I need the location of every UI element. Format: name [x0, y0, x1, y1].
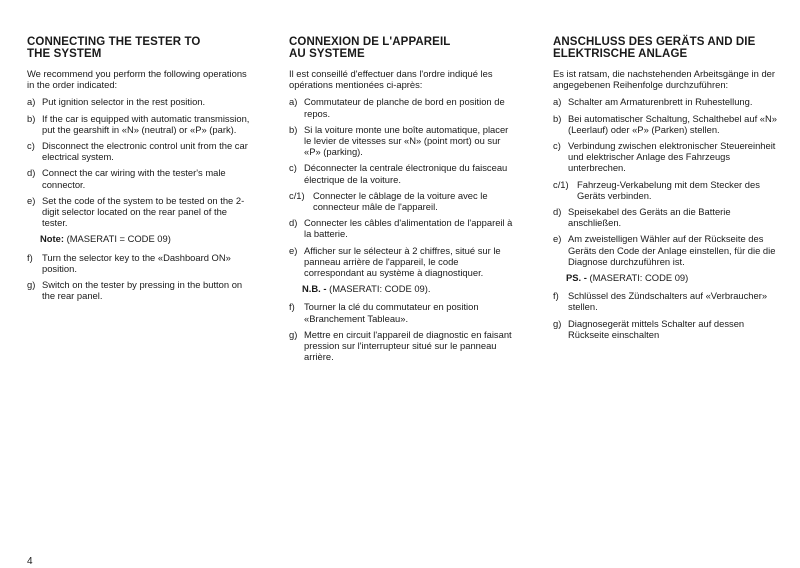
step-label: a) [27, 96, 36, 108]
step-text: Schlüssel des Zündschalters auf «Verbraucher» stellen. [568, 290, 768, 313]
list-item [553, 113, 781, 135]
step-label: b) [289, 123, 298, 135]
list-item [289, 162, 515, 184]
step-text: Afficher sur le sélecteur à 2 chiffres, situé sur le panneau arrière de l'appareil, le code correspondant au système à diagnostiquer. [304, 244, 501, 279]
step-text: Connecter les câbles d'alimentation de l'appareil à la batterie. [304, 217, 513, 240]
section-heading: CONNECTING THE TESTER TO THE SYSTEM [27, 36, 201, 60]
page-number: 4 [27, 556, 33, 567]
step-text: Connect the car wiring with the tester's male connector. [42, 167, 226, 190]
list-item [553, 206, 781, 228]
step-text: Diagnosegerät mittels Schalter auf dessen Rückseite einschalten [568, 317, 745, 340]
step-text: Déconnecter la centrale électronique du faisceau électrique de la voiture. [304, 162, 508, 185]
step-text: Schalter am Armaturenbrett in Ruhestellung. [568, 96, 753, 108]
column-english [27, 36, 255, 306]
step-label: d) [289, 217, 298, 229]
step-label: f) [27, 251, 33, 263]
list-item [27, 96, 255, 107]
note-label: N.B. - [302, 283, 327, 295]
step-text: Am zweistelligen Wähler auf der Rückseite des Geräts den Code der Anlage einstellen, für die die Diagnose durchzuführen ist. [568, 233, 776, 267]
step-label: e) [289, 244, 298, 256]
step-label: d) [27, 167, 36, 179]
list-item [27, 140, 255, 162]
step-label: b) [27, 112, 36, 124]
list-item [27, 279, 255, 301]
step-list-continued [553, 290, 781, 340]
step-label: g) [553, 317, 562, 329]
step-text: If the car is equipped with automatic transmission, put the gearshift in «N» (neutral) or «P» (park). [42, 112, 250, 135]
list-item [289, 124, 515, 158]
intro-paragraph: We recommend you perform the following operations in the order indicated: [27, 68, 247, 91]
step-list-continued [27, 252, 255, 302]
list-item [289, 190, 515, 212]
code-note [302, 283, 515, 294]
section-heading: CONNEXION DE L'APPAREIL AU SYSTEME [289, 36, 451, 60]
note-text: (MASERATI = CODE 09) [66, 233, 171, 245]
section-heading: ANSCHLUSS DES GERÄTS AND DIE ELEKTRISCHE ANLAGE [553, 36, 756, 60]
step-label: c) [553, 140, 561, 152]
step-text: Set the code of the system to be tested on the 2-digit selector located on the rear panel of the tester. [42, 194, 245, 229]
step-list-continued [289, 301, 515, 362]
list-item [553, 179, 781, 201]
step-label: a) [289, 96, 298, 108]
step-text: Put ignition selector in the rest position. [42, 96, 206, 108]
list-item [27, 195, 255, 229]
list-item [553, 140, 781, 174]
list-item [289, 329, 515, 363]
step-label: e) [27, 194, 36, 206]
list-item [553, 96, 781, 107]
step-text: Switch on the tester by pressing in the button on the rear panel. [42, 279, 243, 302]
list-item [289, 245, 515, 279]
step-text: Turn the selector key to the «Dashboard ON» position. [42, 251, 231, 274]
list-item [27, 252, 255, 274]
intro-paragraph: Es ist ratsam, die nachstehenden Arbeitsgänge in der angegebenen Reihenfolge durchzuführen: [553, 68, 776, 91]
list-item [553, 233, 781, 267]
intro-paragraph: Il est conseillé d'effectuer dans l'ordre indiqué les opérations mentionées ci-après: [289, 68, 493, 91]
step-text: Mettre en circuit l'appareil de diagnostic en faisant pression sur l'interrupteur situé sur le panneau arrière. [304, 328, 512, 363]
step-label: a) [553, 96, 562, 108]
step-label: f) [553, 290, 559, 302]
list-item [27, 113, 255, 135]
step-text: Connecter le câblage de la voiture avec le connecteur mâle de l'appareil. [313, 189, 488, 213]
step-text: Verbindung zwischen elektronischer Steuereinheit und elektrischer Anlage des Fahrzeugs unterbrechen. [568, 140, 776, 174]
column-french [289, 36, 515, 367]
step-list [553, 96, 781, 267]
list-item [289, 96, 515, 118]
step-label: d) [553, 206, 562, 218]
note-label: Note: [40, 233, 64, 245]
list-item [27, 167, 255, 189]
code-note [40, 233, 255, 244]
note-text: (MASERATI: CODE 09). [329, 283, 431, 295]
list-item [553, 290, 781, 312]
step-label: g) [27, 279, 36, 291]
step-label: c/1) [553, 178, 569, 190]
step-label: b) [553, 112, 562, 124]
list-item [553, 318, 781, 340]
list-item [289, 301, 515, 323]
step-label: g) [289, 328, 298, 340]
step-text: Speisekabel des Geräts an die Batterie anschließen. [568, 206, 731, 229]
step-label: f) [289, 301, 295, 313]
note-label: PS. - [566, 272, 587, 284]
step-label: c) [289, 162, 297, 174]
code-note [566, 272, 781, 283]
step-label: e) [553, 233, 562, 245]
column-german [553, 36, 781, 345]
step-text: Bei automatischer Schaltung, Schalthebel auf «N» (Leerlauf) oder «P» (Parken) stellen. [568, 112, 777, 135]
step-text: Disconnect the electronic control unit from the car electrical system. [42, 140, 248, 163]
step-list [289, 96, 515, 278]
note-text: (MASERATI: CODE 09) [589, 272, 689, 284]
step-label: c) [27, 140, 35, 152]
list-item [289, 217, 515, 239]
step-text: Tourner la clé du commutateur en position «Branchement Tableau». [304, 301, 479, 324]
step-text: Si la voiture monte une boîte automatique, placer le levier de vitesses sur «N» (point mort) ou sur «P» (parking). [304, 123, 509, 158]
step-label: c/1) [289, 189, 305, 201]
step-text: Commutateur de planche de bord en position de repos. [304, 96, 505, 119]
step-text: Fahrzeug-Verkabelung mit dem Stecker des Geräts verbinden. [577, 178, 760, 201]
step-list [27, 96, 255, 228]
